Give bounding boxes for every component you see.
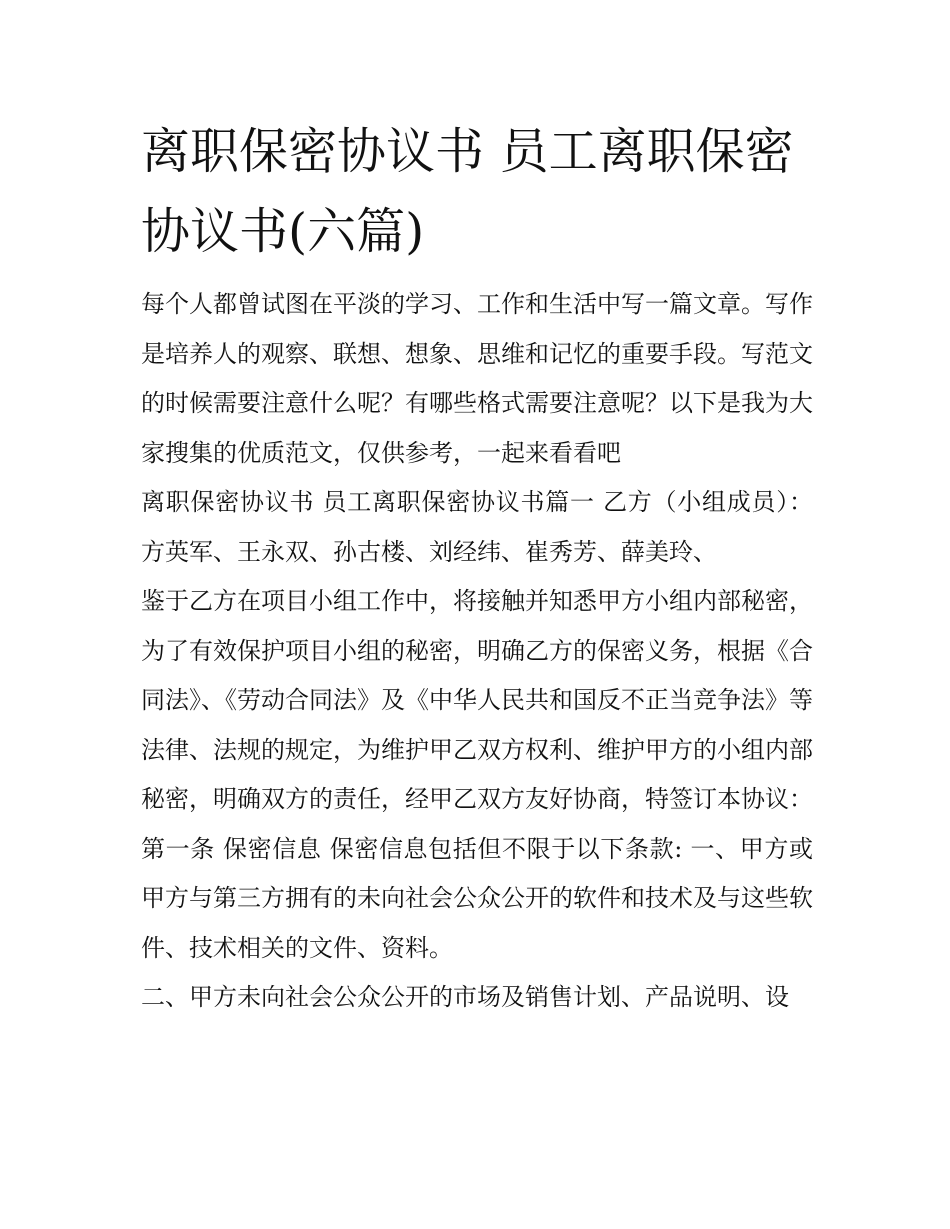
paragraph-preamble: 鉴于乙方在项目小组工作中，将接触并知悉甲方小组内部秘密，为了有效保护项目小组的秘密，明确乙方的保密义务，根据《合同法》、《劳动合同法》及《中华人民共和国反不正当竞争法》等法律、法规的规定，为维护甲乙双方权利、维护甲方的小组内部秘密，明确双方的责任，经甲乙双方友好协商，特签订本协议： [141,587,813,813]
paragraph-section-one-header: 离职保密协议书 员工离职保密协议书篇一 乙方（小组成员）：方英军、王永双、孙古楼、刘经纬、崔秀芳、薛美玲、 [141,488,813,566]
paragraph-intro: 每个人都曾试图在平淡的学习、工作和生活中写一篇文章。写作是培养人的观察、联想、想象、思维和记忆的重要手段。写范文的时候需要注意什么呢？有哪些格式需要注意呢？以下是我为大家搜集的优质范文，仅供参考，一起来看看吧 [141,290,813,467]
paragraph-article-one: 第一条 保密信息 保密信息包括但不限于以下条款: 一、甲方或甲方与第三方拥有的未向社会公众公开的软件和技术及与这些软件、技术相关的文件、资料。 [141,834,813,962]
document-title: 离职保密协议书 员工离职保密协议书(六篇) [141,123,794,260]
document-page [141,112,813,1023]
paragraph-item-two: 二、甲方未向社会公众公开的市场及销售计划、产品说明、设 [141,983,789,1011]
